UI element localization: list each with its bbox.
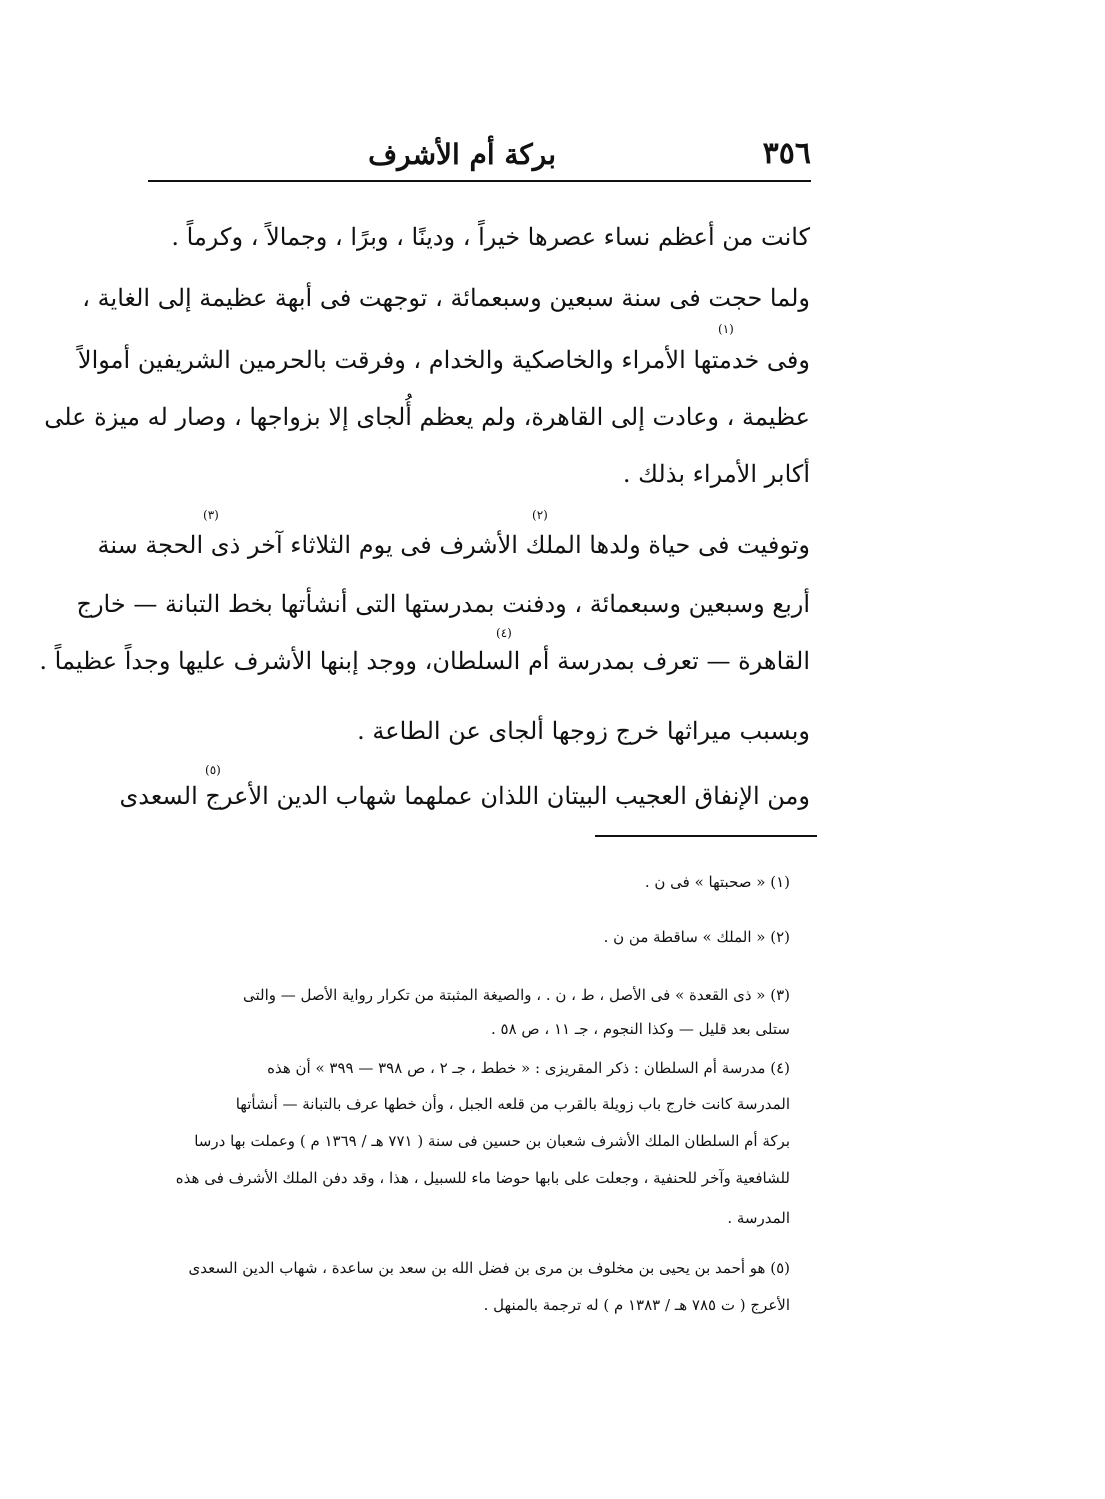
footnote-line: (٢) « الملك » ساقطة من ن .	[603, 928, 790, 946]
footnote-marker: (٣)	[203, 508, 219, 522]
page-header	[148, 128, 811, 182]
footnote-separator	[595, 835, 817, 837]
body-line: وتوفيت فى حياة ولدها الملك الأشرف فى يوم الثلاثاء آخر ذى الحجة سنة	[97, 531, 810, 559]
body-line: وفى خدمتها الأمراء والخاصكية والخدام ، وفرقت بالحرمين الشريفين أموالاً	[77, 346, 810, 374]
running-title: بركة أم الأشرف	[368, 138, 556, 171]
footnote-marker: (٢)	[532, 508, 548, 522]
body-line: القاهرة — تعرف بمدرسة أم السلطان، ووجد إبنها الأشرف عليها وجداً عظيماً .	[39, 647, 810, 675]
footnote-line: (٤) مدرسة أم السلطان : ذكر المقريزى : « خطط ، جـ ٢ ، ص ٣٩٨ — ٣٩٩ » أن هذه	[267, 1059, 790, 1077]
footnote-line: الأعرج ( ت ٧٨٥ هـ / ١٣٨٣ م ) له ترجمة بالمنهل .	[483, 1296, 790, 1314]
body-line: أكابر الأمراء بذلك .	[622, 460, 810, 488]
body-line: ولما حجت فى سنة سبعين وسبعمائة ، توجهت فى أبهة عظيمة إلى الغاية ،	[82, 284, 810, 312]
footnote-line: (٥) هو أحمد بن يحيى بن مخلوف بن مرى بن فضل الله بن سعد بن ساعدة ، شهاب الدين السعدى	[188, 1259, 790, 1277]
body-line: عظيمة ، وعادت إلى القاهرة، ولم يعظم أُلجاى إلا بزواجها ، وصار له ميزة على	[44, 403, 810, 431]
body-line: أربع وسبعين وسبعمائة ، ودفنت بمدرستها التى أنشأتها بخط التبانة — خارج	[76, 590, 810, 618]
footnote-marker: (٥)	[205, 763, 221, 777]
footnote-line: للشافعية وآخر للحنفية ، وجعلت على بابها حوضا ماء للسبيل ، هذا ، وقد دفن الملك الأشرف فى هذه	[175, 1169, 790, 1187]
body-line: ومن الإنفاق العجيب البيتان اللذان عملهما شهاب الدين الأعرج السعدى	[119, 782, 810, 810]
footnote-line: بركة أم السلطان الملك الأشرف شعبان بن حسين فى سنة ( ٧٧١ هـ / ١٣٦٩ م ) وعملت بها درسا	[194, 1132, 790, 1150]
page-number: ٣٥٦	[762, 136, 811, 171]
footnote-line: المدرسة كانت خارج باب زويلة بالقرب من قلعه الجبل ، وأن خطها عرف بالتبانة — أنشأتها	[235, 1095, 790, 1113]
footnote-line: المدرسة .	[727, 1209, 790, 1227]
footnote-line: (١) « صحبتها » فى ن .	[644, 873, 790, 891]
body-line: وبسبب ميراثها خرج زوجها ألجاى عن الطاعة .	[357, 717, 810, 745]
body-line: كانت من أعظم نساء عصرها خيراً ، ودينًا ، وبرًا ، وجمالاً ، وكرماً .	[171, 223, 810, 251]
footnote-marker: (١)	[718, 322, 734, 336]
footnote-line: ستلى بعد قليل — وكذا النجوم ، جـ ١١ ، ص ٥٨ .	[490, 1020, 790, 1038]
footnote-line: (٣) « ذى القعدة » فى الأصل ، ط ، ن . ، والصيغة المثبتة من تكرار رواية الأصل — والتى	[242, 986, 790, 1004]
footnote-marker: (٤)	[496, 626, 512, 640]
